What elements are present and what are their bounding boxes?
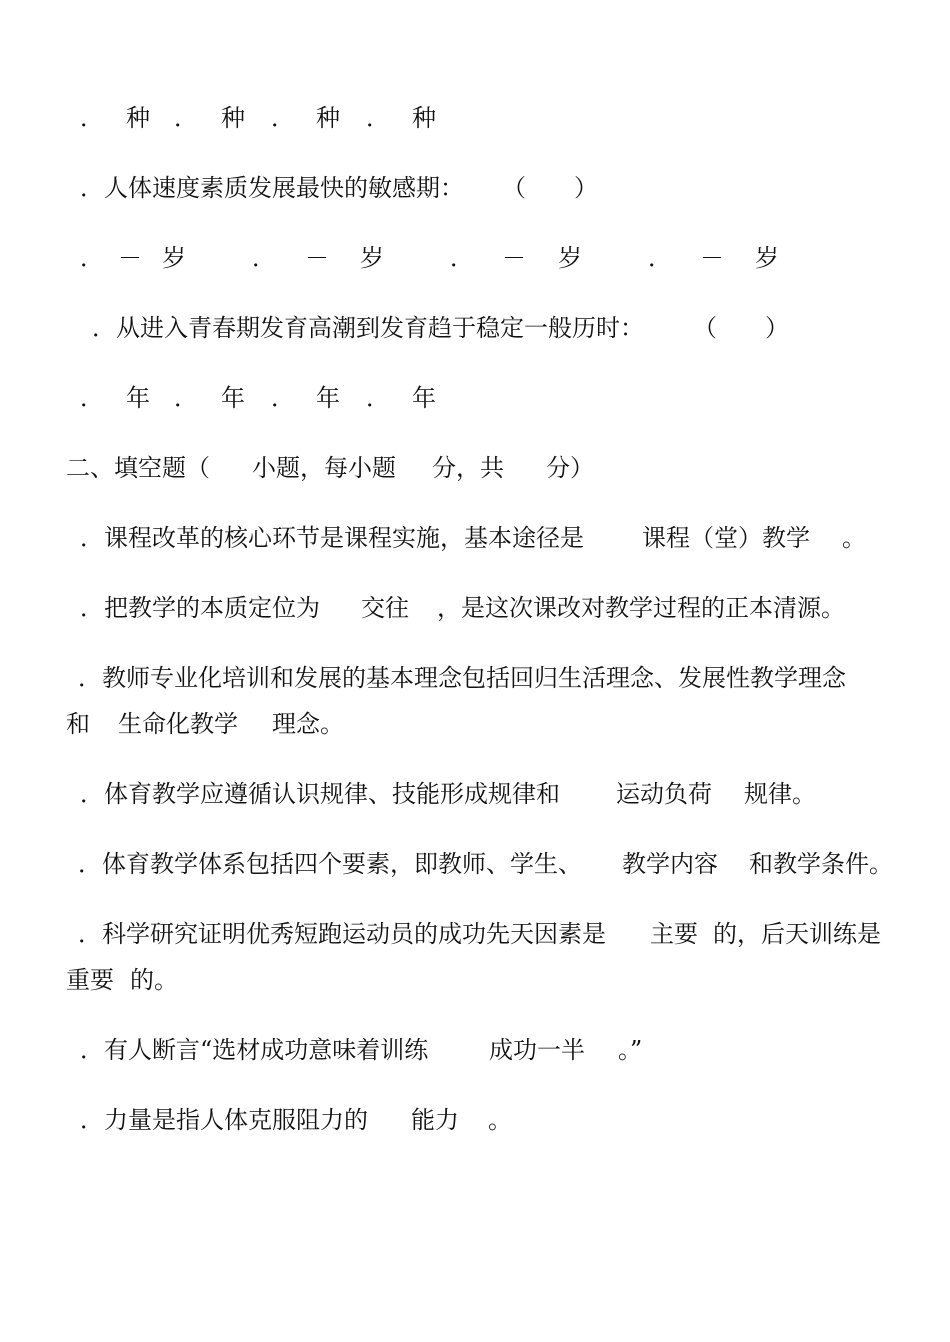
- option-dash: －: [700, 244, 724, 272]
- question-text: 的。: [130, 966, 178, 994]
- answer-text: 生命化教学: [118, 710, 238, 738]
- option-marker: ．: [271, 104, 295, 132]
- option-text: 年: [412, 384, 436, 412]
- option-dash: －: [118, 244, 142, 272]
- option-text: 年: [316, 384, 340, 412]
- option-text: 年: [126, 384, 150, 412]
- question-text: ．体育教学应遵循认识规律、技能形成规律和: [80, 780, 560, 808]
- answer-text: 重要: [66, 966, 114, 994]
- question-text: 。: [842, 524, 866, 552]
- question-text: ．从进入青春期发育高潮到发育趋于稳定一般历时：: [92, 314, 644, 342]
- answer-text: 成功一半: [489, 1036, 585, 1064]
- option-text: 年: [221, 384, 245, 412]
- heading-part: 分）: [546, 454, 594, 482]
- question-text: 和教学条件。: [749, 850, 893, 878]
- option-marker: ．: [450, 244, 474, 272]
- option-text: 岁: [360, 244, 384, 272]
- option-text: 种: [126, 104, 150, 132]
- question-text: ．教师专业化培训和发展的基本理念包括回归生活理念、发展性教学理念: [78, 664, 846, 692]
- option-marker: ．: [648, 244, 672, 272]
- option-marker: ．: [252, 244, 276, 272]
- answer-paren: （ ）: [502, 174, 598, 202]
- question-text: ．把教学的本质定位为: [80, 594, 320, 622]
- answer-text: 教学内容: [622, 850, 718, 878]
- option-dash: －: [502, 244, 526, 272]
- option-marker: ．: [174, 384, 198, 412]
- option-marker: ．: [80, 104, 104, 132]
- question-text: ，是这次课改对教学过程的正本清源。: [437, 594, 845, 622]
- question-text: ．课程改革的核心环节是课程实施，基本途径是: [80, 524, 584, 552]
- answer-text: 能力: [411, 1106, 459, 1134]
- option-text: 种: [316, 104, 340, 132]
- answer-text: 交往: [361, 594, 409, 622]
- question-text: 规律。: [744, 780, 816, 808]
- fill-question-8: [0, 1105, 512, 1225]
- option-text: 种: [412, 104, 436, 132]
- option-marker: ．: [271, 384, 295, 412]
- option-marker: ．: [174, 104, 198, 132]
- answer-text: 主要: [650, 920, 698, 948]
- question-text: 的，后天训练是: [713, 920, 881, 948]
- option-text: 岁: [558, 244, 582, 272]
- question-text: 和: [66, 710, 90, 738]
- question-text: 。: [488, 1106, 512, 1134]
- option-marker: ．: [80, 244, 104, 272]
- option-marker: ．: [366, 384, 390, 412]
- answer-text: 运动负荷: [616, 780, 712, 808]
- heading-part: 小题，每小题: [252, 454, 396, 482]
- heading-part: 二、填空题（: [66, 454, 210, 482]
- heading-part: 分，共: [432, 454, 504, 482]
- question-text: ．科学研究证明优秀短跑运动员的成功先天因素是: [78, 920, 606, 948]
- option-marker: ．: [366, 104, 390, 132]
- option-text: 种: [221, 104, 245, 132]
- option-marker: ．: [80, 384, 104, 412]
- question-text: ．力量是指人体克服阻力的: [80, 1106, 368, 1134]
- option-text: 岁: [162, 244, 186, 272]
- answer-text: 课程（堂）教学: [642, 524, 810, 552]
- question-text: ．体育教学体系包括四个要素，即教师、学生、: [78, 850, 582, 878]
- question-text: 。”: [618, 1036, 643, 1064]
- question-text: 理念。: [272, 710, 344, 738]
- answer-paren: （ ）: [693, 314, 789, 342]
- question-text: ．人体速度素质发展最快的敏感期：: [80, 174, 464, 202]
- option-text: 岁: [755, 244, 779, 272]
- question-text: ．有人断言“选材成功意味着训练: [80, 1036, 429, 1064]
- option-dash: －: [305, 244, 329, 272]
